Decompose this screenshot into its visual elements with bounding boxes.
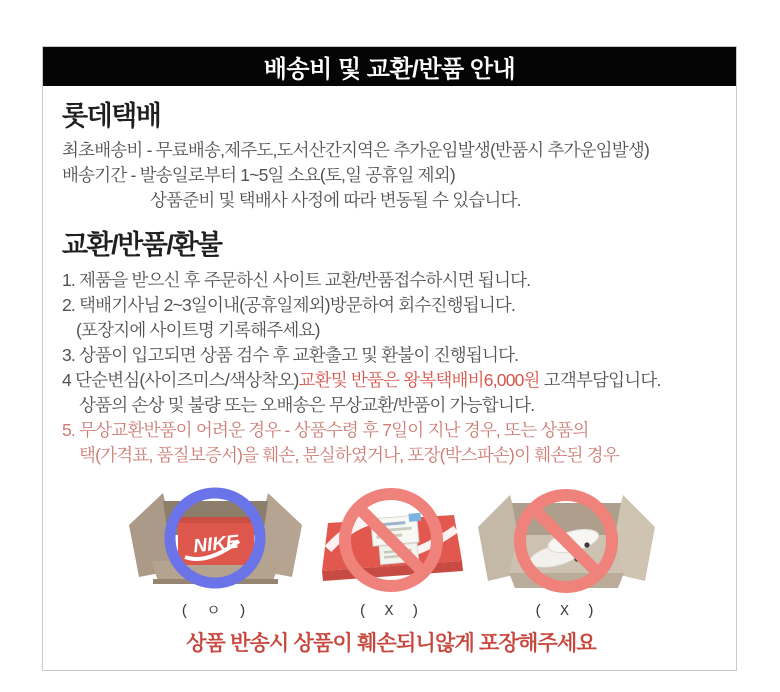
policy-item-4-highlight: 교환및 반품은 왕복택배비6,000원 [298, 370, 540, 390]
notice-panel [42, 46, 737, 671]
shipping-line-duration: 배송기간 - 발송일로부터 1~5일 소요(토,일 공휴일 제외) [62, 165, 455, 185]
notice-content [43, 101, 736, 657]
policy-item-4-prefix: 4 단순변심(사이즈미스/색상착오) [62, 370, 299, 390]
policy-item-5-line2: 택(가격표, 품질보증서)을 훼손, 분실하였거나, 포장(박스파손)이 훼손된 경우 [79, 445, 619, 465]
policy-item-2-note: (포장지에 사이트명 기록해주세요) [76, 320, 320, 340]
packaging-no-shoebox-illustration [474, 487, 659, 599]
packaging-labeled-box-figure [316, 487, 466, 620]
policy-item-5-line1: 5. 무상교환반품이 어려운 경우 - 상품수령 후 7일이 지난 경우, 또는 상품의 [62, 420, 589, 440]
shipping-section-heading: 롯데택배 [62, 101, 161, 131]
policy-item-3: 3. 상품이 입고되면 상품 검수 후 교환출고 및 환불이 진행됩니다. [62, 345, 519, 365]
notice-header-bar [42, 46, 737, 86]
packaging-ok-label: ( ㅇ ) [180, 603, 251, 620]
packaging-examples-row [62, 483, 720, 620]
policy-item-4 [62, 368, 720, 393]
return-packaging-warning: 상품 반송시 상품이 훼손되니않게 포장해주세요 [186, 632, 596, 655]
packaging-ok-illustration [123, 483, 308, 595]
packaging-labeled-box-illustration [316, 487, 466, 599]
policy-item-1: 1. 제품을 받으신 후 주문하신 사이트 교환/반품접수하시면 됩니다. [62, 270, 531, 290]
packaging-labeled-box-label: ( X ) [358, 603, 424, 620]
packaging-no-shoebox-label: ( X ) [533, 603, 599, 620]
notice-title: 배송비 및 교환/반품 안내 [263, 55, 516, 83]
shipping-line-disclaimer: 상품준비 및 택배사 사정에 따라 변동될 수 있습니다. [150, 190, 521, 210]
shoe-tag-dot [584, 542, 589, 547]
label-blue-tag [408, 513, 421, 522]
packaging-ok-figure [123, 483, 308, 620]
nike-logo-text: NIKE [192, 531, 240, 558]
policy-item-4-suffix: 고객부담입니다. [539, 370, 661, 390]
packaging-no-shoebox-figure [474, 487, 659, 620]
policy-item-4-note: 상품의 손상 및 불량 또는 오배송은 무상교환/반품이 가능합니다. [79, 395, 535, 415]
shipping-line-initial-fee: 최초배송비 - 무료배송,제주도,도서산간지역은 추가운임발생(반품시 추가운임발생) [62, 140, 650, 160]
policy-section-heading: 교환/반품/환불 [62, 230, 222, 260]
policy-item-2: 2. 택배기사님 2~3일이내(공휴일제외)방문하여 회수진행됩니다. [62, 295, 516, 315]
